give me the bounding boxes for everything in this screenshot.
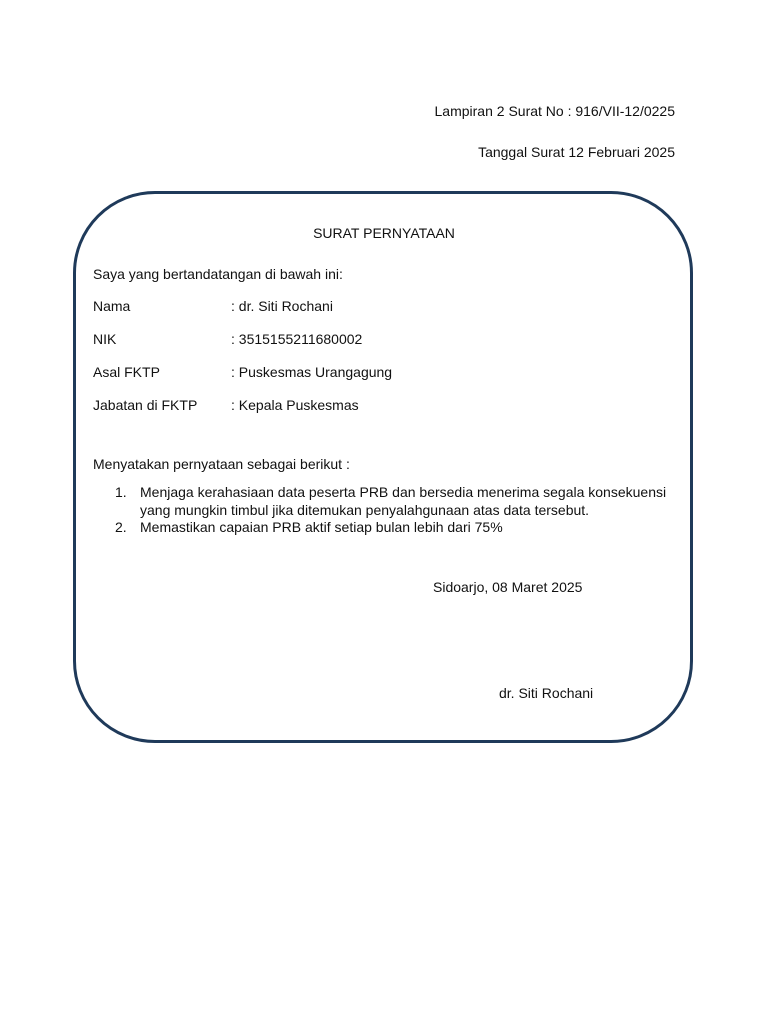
intro-text: Saya yang bertandatangan di bawah ini: — [93, 266, 343, 282]
signatory-name: dr. Siti Rochani — [499, 685, 594, 701]
list-item-text-continued: yang mungkin timbul jika ditemukan penyalahgunaan atas data tersebut. — [140, 502, 590, 518]
letter-date: Tanggal Surat 12 Februari 2025 — [478, 144, 675, 160]
field-value-nik: : 3515155211680002 — [231, 331, 363, 347]
field-value-nama: : dr. Siti Rochani — [231, 298, 333, 314]
field-value-jabatan: : Kepala Puskesmas — [231, 397, 359, 413]
statement-title: SURAT PERNYATAAN — [313, 225, 455, 241]
field-value-fktp: : Puskesmas Urangagung — [231, 364, 393, 380]
list-item-number: 2. — [115, 519, 127, 535]
attachment-reference: Lampiran 2 Surat No : 916/VII-12/0225 — [434, 103, 675, 119]
list-item-number: 1. — [115, 484, 127, 500]
list-item-text: Menjaga kerahasiaan data peserta PRB dan bersedia menerima segala konsekuensi — [140, 484, 667, 500]
field-label-fktp: Asal FKTP — [93, 364, 160, 380]
declaration-intro: Menyatakan pernyataan sebagai berikut : — [93, 456, 350, 472]
list-item-text: Memastikan capaian PRB aktif setiap bulan lebih dari 75% — [140, 519, 503, 535]
place-date: Sidoarjo, 08 Maret 2025 — [433, 579, 583, 595]
field-label-nik: NIK — [93, 331, 117, 347]
field-label-jabatan: Jabatan di FKTP — [93, 397, 198, 413]
field-label-nama: Nama — [93, 298, 131, 314]
